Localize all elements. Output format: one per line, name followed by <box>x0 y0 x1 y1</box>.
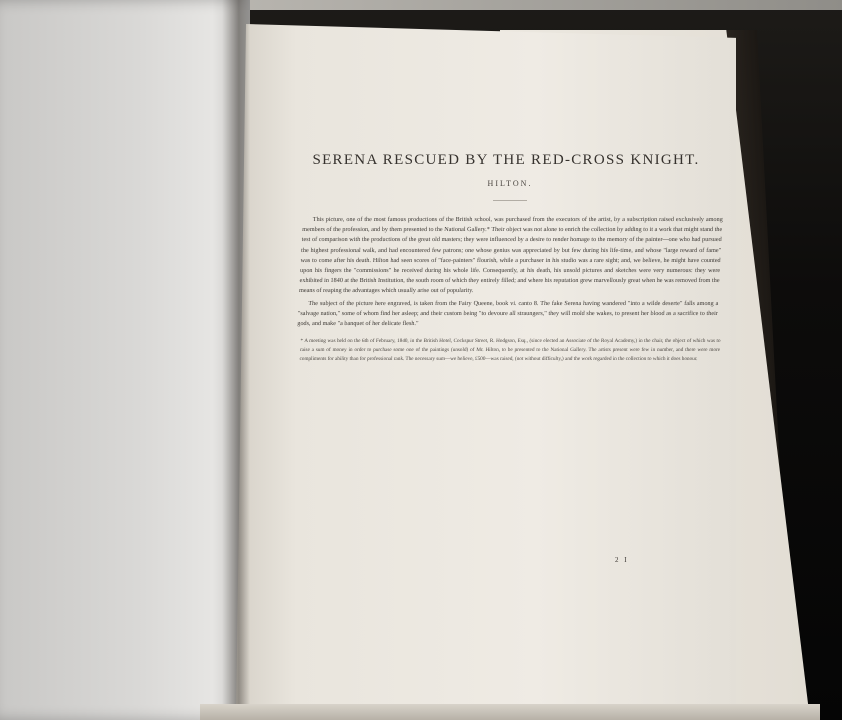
page-bottom-edge <box>200 704 820 720</box>
body-text <box>297 215 723 329</box>
artist-name: HILTON. <box>487 179 533 188</box>
paragraph: The subject of the picture here engraved, is taken from the Fairy Queene, book vi. canto 8. The fake Serena having wandered "into a wilde deserte" falls among a "salvage nation," some of whom find her asleep; and their custom being "to devoure all straungers," they will mold she wakes, to present her blood as a sacrifice to their gods, and make "a banquet of her delicate flesh." <box>297 299 719 328</box>
left-page <box>0 0 250 720</box>
footnote: * A meeting was held on the 6th of February, 1840, in the British Hotel, Cockspur Street, R. Hodgson, Esq., (since elected an Associate of the Royal Academy,) in the chair, the object of which was to raise a sum of money in order to purchase some one of the paintings (unsold) of Mr. Hilton, to be presented to the National Gallery. The artists present were few in number, and there were more compliments for ability than for professional rank. The necessary sum—we believe, £500—was raised, (not without difficulty,) and the work regarded in the collection to which it does honour. <box>299 338 721 362</box>
background-surface-strip <box>220 0 842 10</box>
chapter-title: SERENA RESCUED BY THE RED-CROSS KNIGHT. <box>312 152 700 168</box>
paragraph: This picture, one of the most famous productions of the British school, was purchased from the executors of the artist, by a subscription raised exclusively among members of the profession, and by them presented to the National Gallery.* Their object was not alone to enrich the collection by adding to it a work that might stand the test of comparison with the productions of the great old masters; they were influenced by a desire to render homage to the memory of the painter—one who had pursued the highest professional walk, and had encountered few patrons; one whose genius was appreciated by but few during his life-time, and whose "large reward of fame" was to come after his death. Hilton had seen scores of "face-painters" flourish, while a purchaser in his studio was a rare sight; and, we believe, he might have counted upon his fingers the "commissions" he received during his whole life. Consequently, at his death, his unsold pictures and sketches were very numerous: they were exhibited in 1840 at the British Institution, the south room of which they entirely filled; and where his reputation grew marvellously great when he was removed from the means of reaping the advantages which usually arise out of popularity. <box>298 216 723 295</box>
page-number: 2 I <box>615 556 629 564</box>
title-rule <box>493 200 527 201</box>
right-page <box>236 24 736 720</box>
book-gutter <box>222 0 250 720</box>
page-text-block <box>297 150 723 364</box>
